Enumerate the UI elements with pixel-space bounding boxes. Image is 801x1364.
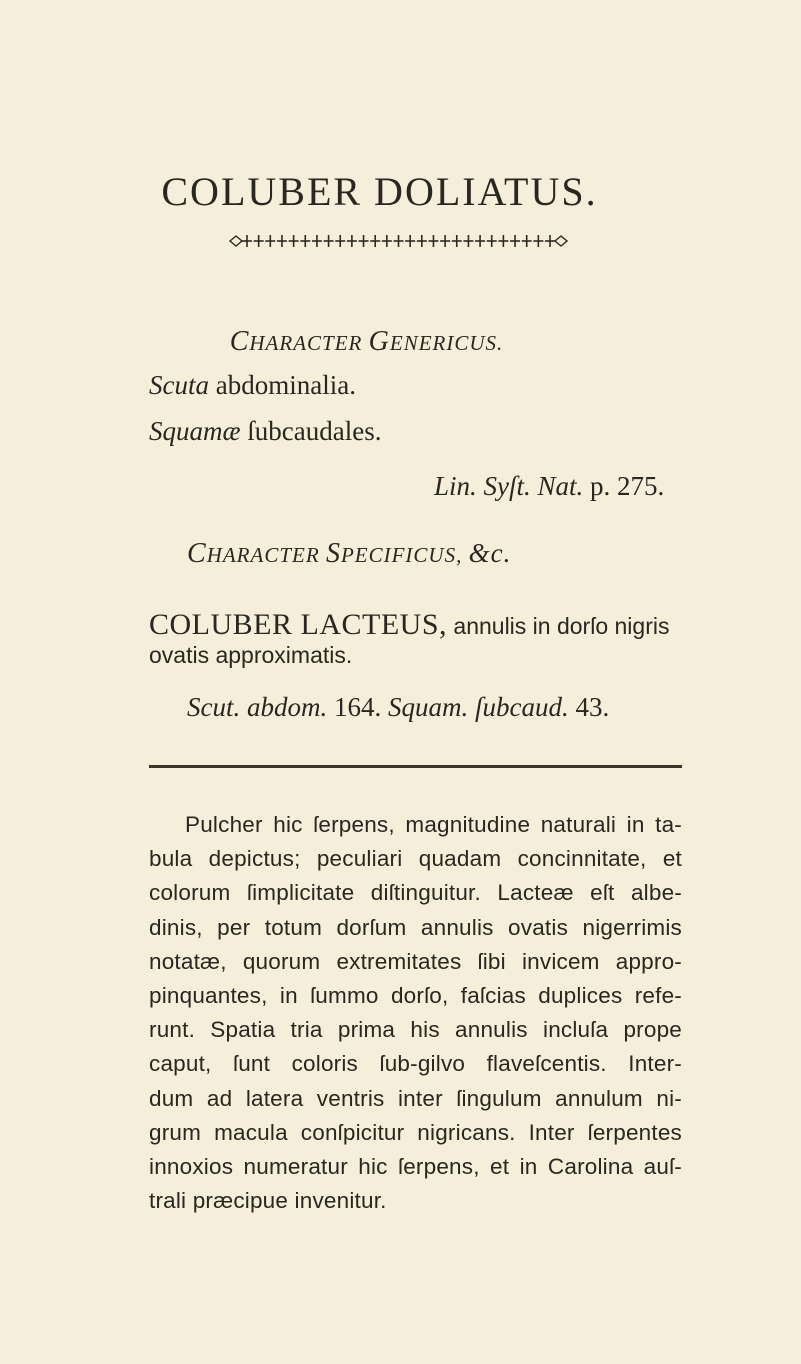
paragraph-line: trali præcipue invenitur. bbox=[149, 1188, 387, 1214]
linnaeus-reference: Lin. Syſt. Nat. p. 275. bbox=[434, 471, 665, 501]
paragraph-line: bula depictus; peculiari quadam concinnitate, et bbox=[149, 846, 682, 872]
scute-count-line: Scut. abdom. 164. Squam. ſubcaud. 43. bbox=[187, 692, 610, 722]
paragraph-line: Pulcher hic ſerpens, magnitudine naturali in ta- bbox=[185, 812, 682, 837]
description-paragraph bbox=[149, 808, 682, 1218]
species-line-2: ovatis approximatis. bbox=[149, 642, 353, 668]
page-title: COLUBER DOLIATUS. bbox=[161, 169, 598, 214]
character-genericus-heading: CHARACTER GENERICUS. bbox=[229, 326, 504, 357]
paragraph-line: caput, ſunt coloris ſub-gilvo flaveſcentis. Inter- bbox=[149, 1051, 682, 1077]
paragraph-line: notatæ, quorum extremitates ſibi invicem appro- bbox=[149, 948, 682, 974]
paragraph-line: innoxios numeratur hic ſerpens, et in Carolina auſ- bbox=[149, 1154, 682, 1180]
generic-line-squamae: Squamæ ſubcaudales. bbox=[149, 416, 382, 446]
species-line-1: COLUBER LACTEUS, annulis in dorſo nigris bbox=[149, 608, 670, 641]
paragraph-line: grum macula conſpicitur nigricans. Inter ſerpentes bbox=[149, 1119, 682, 1145]
ornamental-divider bbox=[229, 233, 568, 249]
paragraph-line: pinquantes, in ſummo dorſo, faſcias duplices refe- bbox=[149, 983, 682, 1009]
horizontal-rule bbox=[149, 765, 682, 768]
paragraph-line: colorum ſimplicitate diſtinguitur. Lacteæ eſt albe- bbox=[149, 880, 682, 906]
paragraph-line: dum ad latera ventris inter ſingulum annulum ni- bbox=[149, 1085, 682, 1111]
character-specificus-heading: CHARACTER SPECIFICUS, &c. bbox=[187, 538, 512, 569]
paragraph-line: runt. Spatia tria prima his annulis incluſa prope bbox=[149, 1017, 682, 1043]
generic-line-scuta: Scuta abdominalia. bbox=[149, 370, 356, 400]
paragraph-line: dinis, per totum dorſum annulis ovatis nigerrimis bbox=[149, 914, 682, 940]
